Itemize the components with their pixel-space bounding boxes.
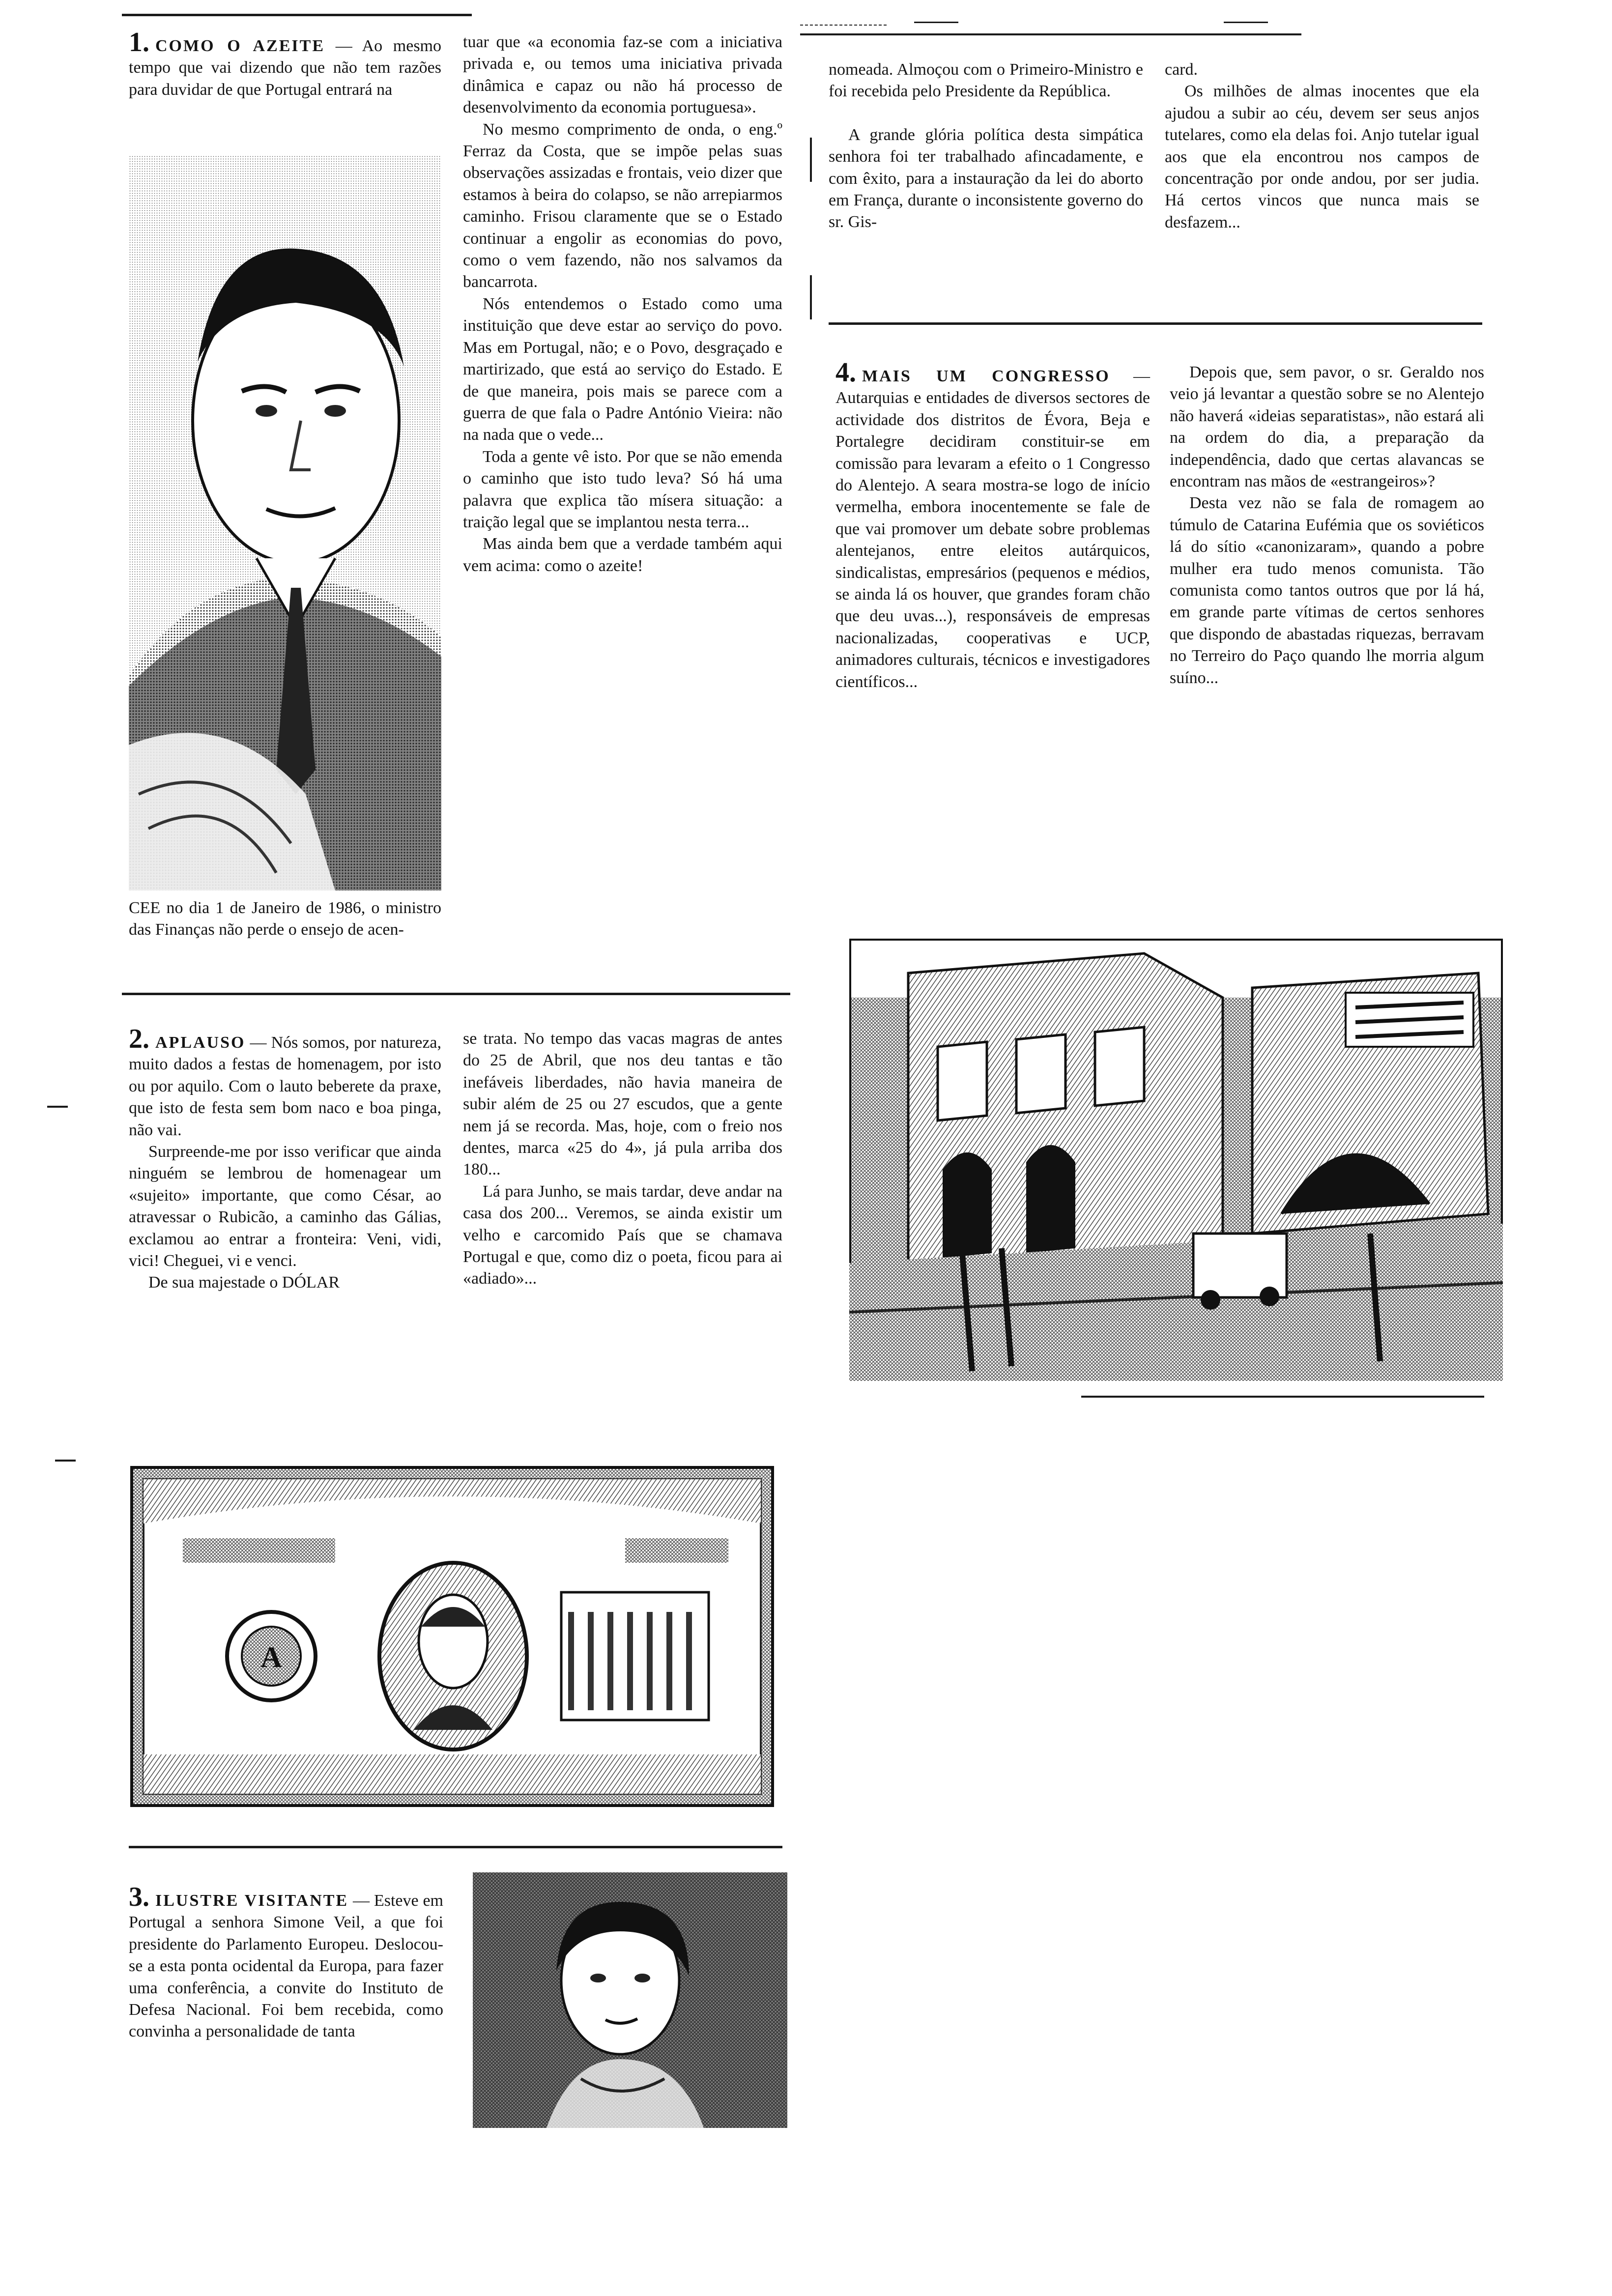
article-2-col1-p3: De sua majestade o DÓLAR [148, 1273, 340, 1292]
top-rule-right-c [800, 33, 1301, 35]
article-2-title: APLAUSO [155, 1033, 246, 1052]
rule-article-4-top [829, 322, 1482, 325]
article-1-col2-p4: Toda a gente vê isto. Por que se não emenda o caminho que isto tudo leva? Só há uma palavra que explica tão mísera situação: a traição legal que se implantou nesta terra... [463, 447, 782, 531]
article-2-col1-p1: Nós somos, por natureza, muito dados a festas de homenagem, por isto ou por aquilo. Com o lauto beberete da praxe, que isto de festa sem bom naco e boa pinga, não vai. [129, 1033, 441, 1139]
article-1-after-photo: CEE no dia 1 de Janeiro de 1986, o ministro das Finanças não perde o ensejo de acen- [129, 899, 441, 939]
minister-photo [129, 155, 441, 890]
article-3-col2-p2: A grande glória política desta simpática senhora foi ter trabalhado afincadamente, e com êxito, para a instauração da lei do aborto em França, durante o inconsistente governo do sr. Gis- [829, 125, 1143, 231]
portrait-photo [473, 1872, 787, 2128]
bill-seal-letter: A [260, 1641, 282, 1673]
top-rule-right-a [914, 22, 958, 23]
article-4-col2-p2: Desta vez não se fala de romagem ao túmulo de Catarina Eufémia que os soviéticos lá do sítio «canonizaram», quando a pobre mulher era tudo menos comunista. Tão comunista como tantos outros que por lá há, em grande parte vítimas de certos senhores que dispondo de abastadas riquezas, berravam no Terreiro do Paço quando lhe morria algum suíno... [1170, 494, 1484, 687]
rule-article-1-bottom [122, 993, 790, 995]
article-4-title: MAIS UM CONGRESSO [862, 367, 1110, 385]
article-3-column-2 [829, 59, 1143, 233]
article-3-col1: Esteve em Portugal a senhora Simone Veil, a que foi presidente do Parlamento Europeu. Deslocou-se a esta ponta ocidental da Europa, para fazer uma conferência, a convite do Instituto de Defesa Nacional. Foi bem recebida, como convinha a personalidade de tanta [129, 1892, 444, 2041]
article-2-col2-p1: se trata. No tempo das vacas magras de antes do 25 de Abril, que nos deu tantas e tão inefáveis liberdades, não havia maneira de subir além de 25 ou 27 escudos, que a gente nem já se recorda. Mas, hoje, com o freio nos dentes, marca «25 do 4», já pula arriba dos 180... [463, 1030, 782, 1179]
article-2-col1-p2: Surpreende-me por isso verificar que ainda ninguém se lembrou de homenagear um «sujeito» importante, que como César, ao atravessar o Rubicão, a caminho das Gálias, exclamou ao entrar a fronteira: Veni, vidi, vici! Cheguei, vi e venci. [129, 1143, 441, 1270]
simone-veil-photo [473, 1872, 787, 2128]
article-4-col1: Autarquias e entidades de diversos sectores de actividade dos distritos de Évora, Beja e Portalegre decidiram constituir-se em comissão para levaram a efeito o 1 Congresso do Alentejo. A seara mostra-se logo de início vermelha, embora inocentemente se fale de que vai promover um debate sobre problemas alentejanos, entre eleitos autárquicos, sindicalistas, empresários (pequenos e médios, se ainda lá os houver, que grandes foram chão que deu uvas...), responsáveis de empresas nacionalizadas, cooperativas e UCP, animadores culturais, técnicos e investigadores científicos... [835, 389, 1150, 691]
article-1-column-1-continued [129, 897, 441, 941]
article-3-col3-p2: Os milhões de almas inocentes que ela ajudou a subir ao céu, devem ser seus anjos tutelares, como ela delas foi. Anjo tutelar igual aos que ela encontrou nos campos de concentração por onde andou, por ser judia. Há certos vincos que nunca mais se desfazem... [1165, 82, 1479, 231]
margin-mark-2 [55, 1460, 76, 1462]
rule-under-street-photo [1081, 1396, 1484, 1398]
dollar-bill-image [129, 1464, 776, 1808]
article-3-column-3 [1165, 59, 1479, 233]
article-3-col2-p1: nomeada. Almoçou com o Primeiro-Ministro e foi recebida pelo Presidente da República. [829, 60, 1143, 101]
street-scene-photo [849, 939, 1503, 1381]
article-4-col2-p1: Depois que, sem pavor, o sr. Geraldo nos veio já levantar a questão sobre se no Alentejo não haverá «ideias separatistas», não estará ali na ordem do dia, a preparação da independência, dado que certas alavancas se encontram nas mãos de «estrangeiros»? [1170, 363, 1484, 491]
portrait-photo [129, 155, 441, 890]
article-1-col2-p3: Nós entendemos o Estado como uma instituição que deve estar ao serviço do povo. Mas em Portugal, não; e o Povo, desgraçado e martirizado, que está ao serviço do Estado. E de que maneira, pois mais se parece com a guerra de que fala o Padre António Vieira: não na nada que o vede... [463, 294, 782, 444]
article-3-title: ILUSTRE VISITANTE [155, 1892, 349, 1910]
article-3-number: 3. [129, 1882, 149, 1912]
article-3-column-1: 3. ILUSTRE VISITANTE — Esteve em Portugal a senhora Simone Veil, a que foi presidente do Parlamento Europeu. Deslocou-se a esta ponta ocidental da Europa, para fazer uma conferência, a convite do Instituto de Defesa Nacional. Foi bem recebida, como convinha a personalidade de tanta [129, 1882, 444, 2041]
top-rule-right-b [1224, 22, 1268, 23]
article-1-col2-p1: tuar que «a economia faz-se com a iniciativa privada e, ou temos uma iniciativa privada dinâmica e capaz ou não há processo de desenvolvimento da economia portuguesa». [463, 33, 782, 117]
top-rule-left [122, 14, 472, 16]
article-1-column-2 [463, 31, 782, 577]
article-1-number: 1. [129, 27, 149, 57]
article-1-col2-p2: No mesmo comprimento de onda, o eng.º Ferraz da Costa, que se impõe pelas suas observações assizadas e frontais, veio dizer que estamos à beira do colapso, se não arrepiarmos caminho. Frisou claramente que se o Estado continuar a engolir as economias do povo, como o vem fazendo, não nos salvamos da bancarrota. [463, 120, 782, 291]
article-1-col2-p5: Mas ainda bem que a verdade também aqui vem acima: como o azeite! [463, 535, 782, 575]
article-1-intro: Ao mesmo tempo que vai dizendo que não tem razões para duvidar de que Portugal entrará na [129, 37, 441, 99]
margin-mark-1 [47, 1106, 68, 1108]
street-photo [849, 939, 1503, 1381]
article-4-column-1: 4. MAIS UM CONGRESSO — Autarquias e entidades de diversos sectores de actividade dos distritos de Évora, Beja e Portalegre decidiram constituir-se em comissão para levaram a efeito o 1 Congresso do Alentejo. A seara mostra-se logo de início vermelha, embora inocentemente se fale de que vai promover um debate sobre problemas alentejanos, entre eleitos autárquicos, sindicalistas, empresários (pequenos e médios, se ainda lá os houver, que grandes foram chão que deu uvas...), responsáveis de empresas nacionalizadas, cooperativas e UCP, animadores culturais, técnicos e investigadores científicos... [835, 357, 1150, 691]
vertical-tick-2 [810, 275, 812, 319]
dollar-bill [129, 1464, 776, 1808]
article-2-col2-p2: Lá para Junho, se mais tardar, deve andar na casa dos 200... Veremos, se ainda existir um velho e carcomido País que se chamava Portugal e que, como diz o poeta, ficou para ai «adiado»... [463, 1182, 782, 1288]
article-3-col3-p1: card. [1165, 60, 1198, 79]
article-2-column-1: 2. APLAUSO — Nós somos, por natureza, muito dados a festas de homenagem, por isto ou por aquilo. Com o lauto beberete da praxe, que isto de festa sem bom naco e boa pinga, não vai. Surpreende-me por isso verificar que ainda ninguém se lembrou de homenagear um «sujeito» importante, que como César, ao atravessar o Rubicão, a caminho das Gálias, exclamou ao entrar a fronteira: Veni, vidi, vici! Cheguei, vi e venci. De sua majestade o DÓLAR [129, 1028, 441, 1294]
rule-article-3-top [129, 1846, 782, 1848]
article-1-title: COMO O AZEITE [155, 37, 325, 55]
article-4-number: 4. [835, 357, 856, 388]
article-4-column-2 [1170, 362, 1484, 689]
article-1-column-1: 1. COMO O AZEITE — Ao mesmo tempo que vai dizendo que não tem razões para duvidar de que Portugal entrará na [129, 27, 441, 99]
article-2-column-2 [463, 1028, 782, 1290]
article-2-number: 2. [129, 1024, 149, 1054]
top-rule-dotted [800, 25, 889, 26]
vertical-tick [810, 138, 812, 182]
